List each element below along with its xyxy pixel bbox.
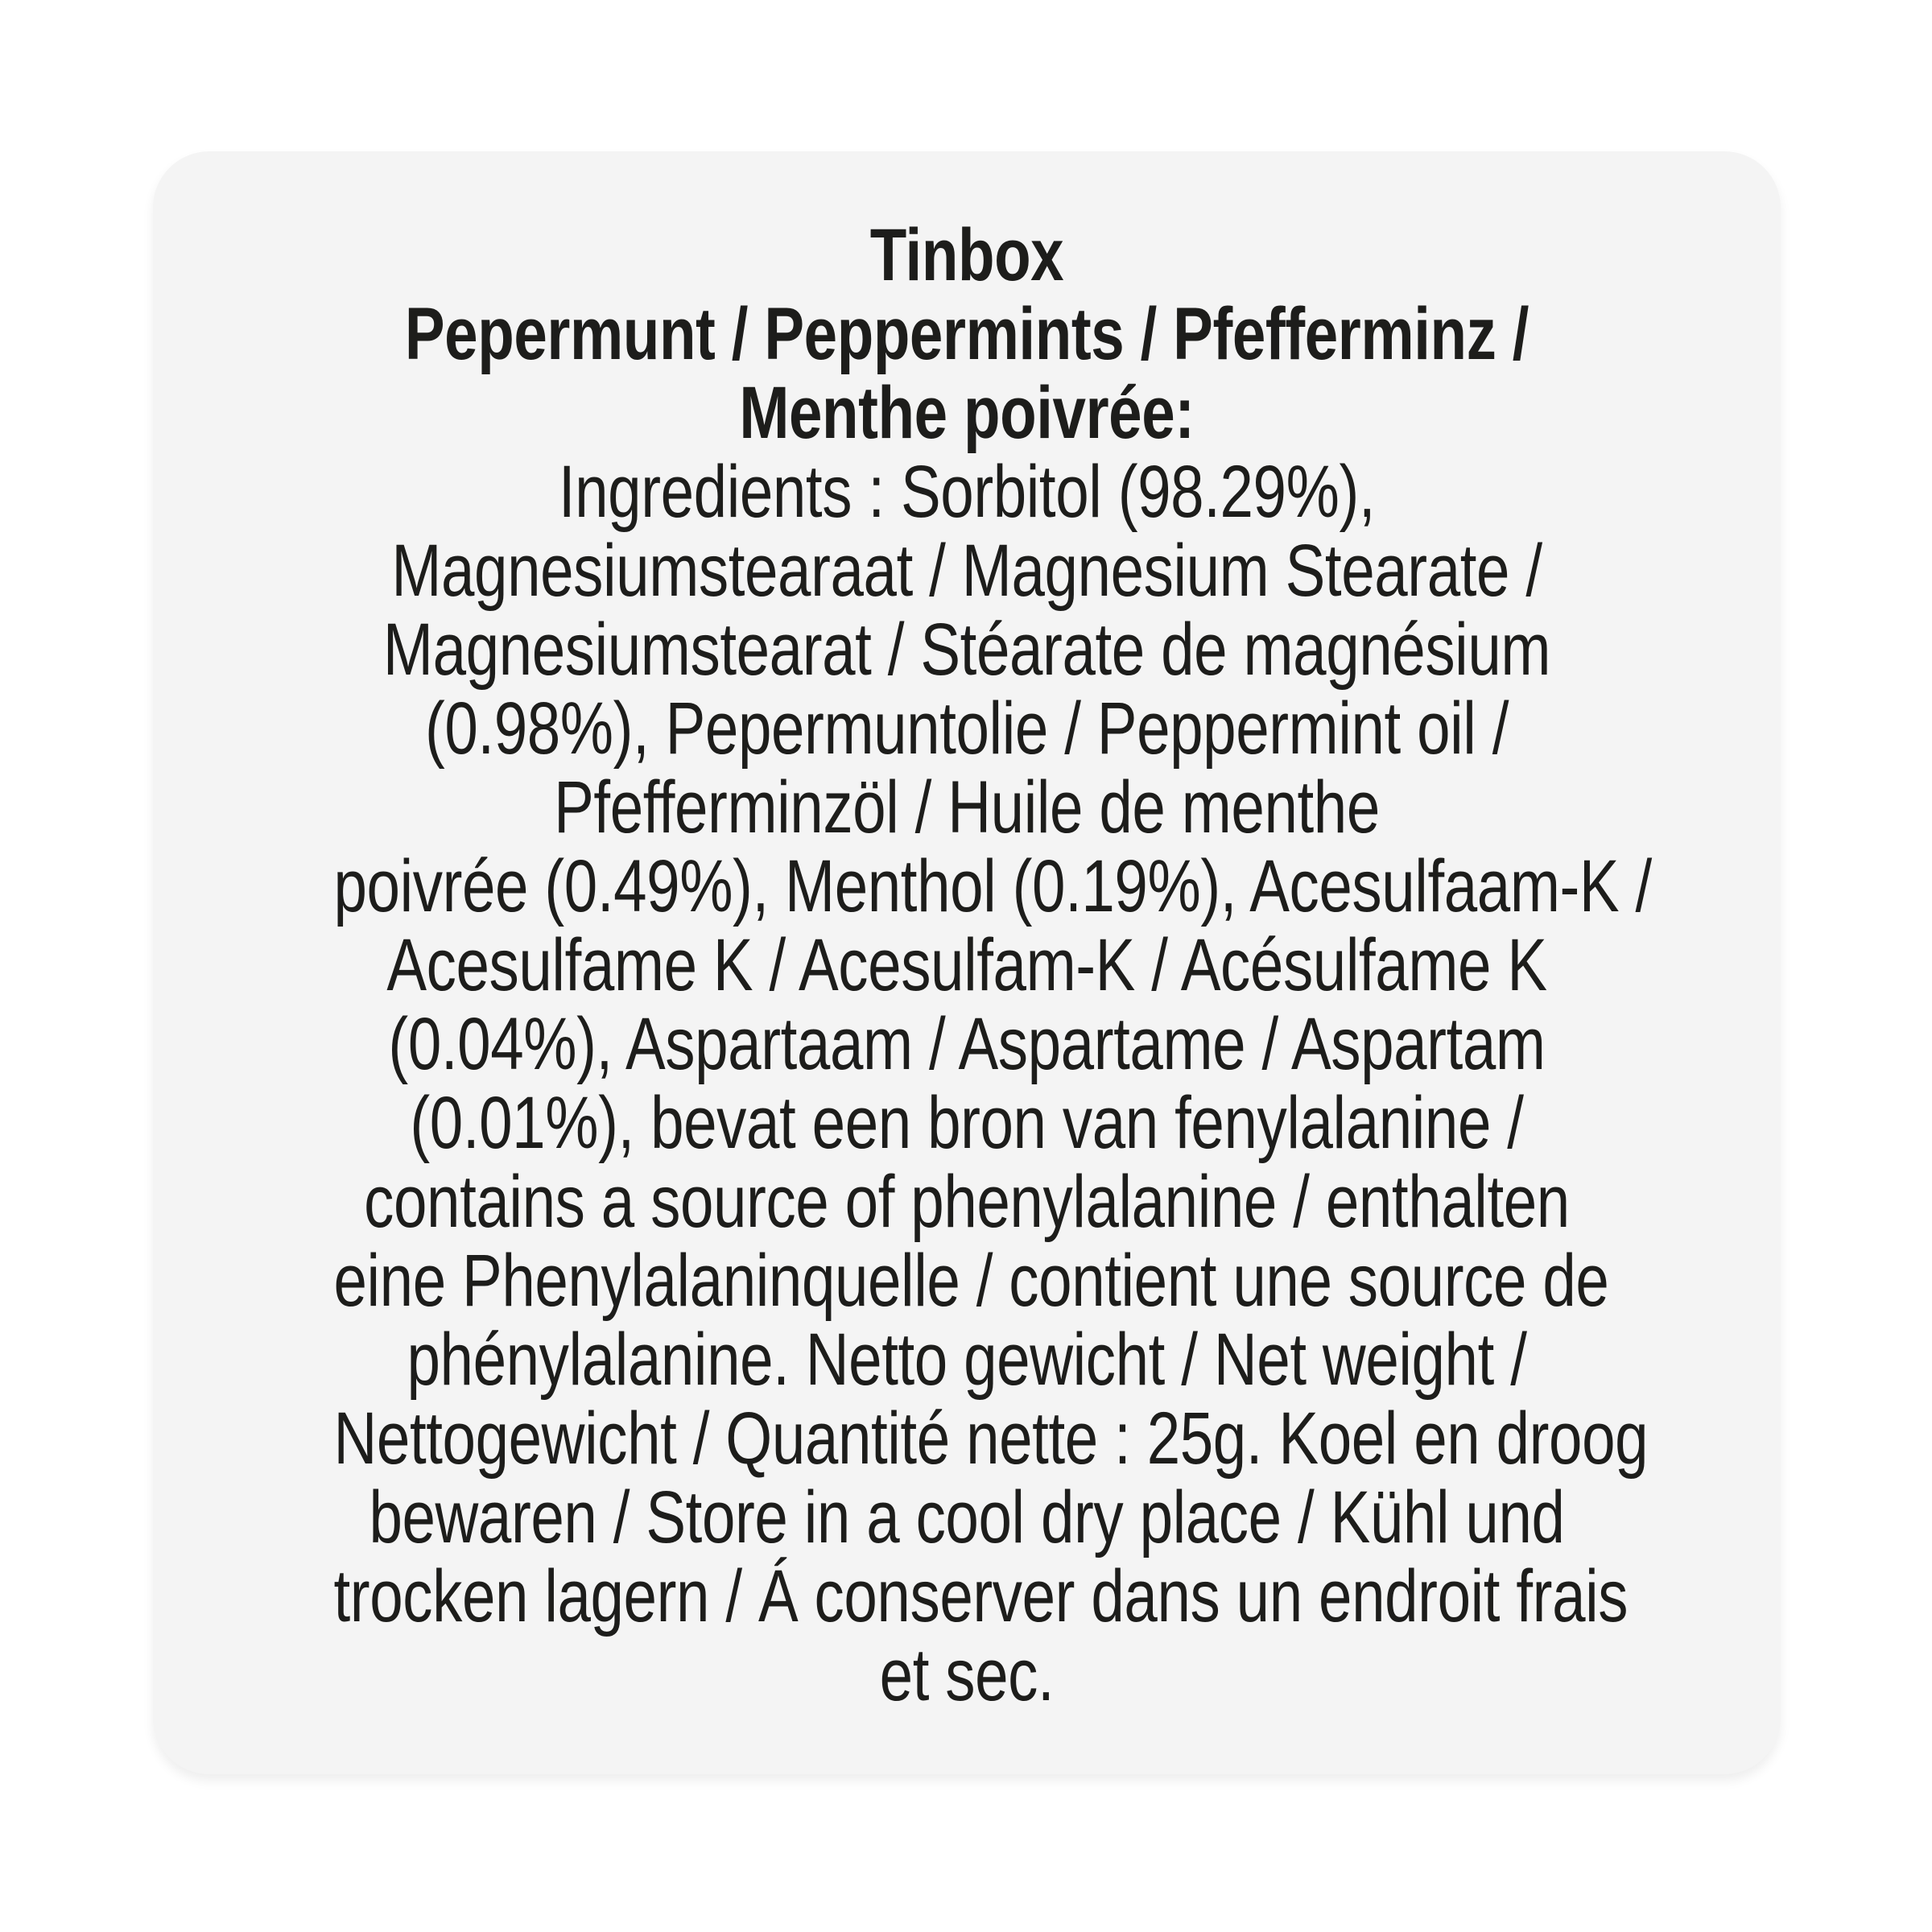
label-title-line: Pepermunt / Peppermints / Pfefferminz / [404, 293, 1530, 375]
label-storage-line: bewaren / Store in a cool dry place / Kühl und [369, 1476, 1565, 1558]
label-title-line: Menthe poivrée: [739, 372, 1195, 454]
label-ingredients-line: poivrée (0.49%), Menthol (0.19%), Acesulfaam-K / [333, 845, 1652, 927]
product-label-card [153, 151, 1781, 1774]
label-weight-line: phénylalanine. Netto gewicht / Net weight / [407, 1319, 1527, 1401]
label-ingredients-line: Pfefferminzöl / Huile de menthe [554, 766, 1380, 848]
label-allergen-line: contains a source of phenylalanine / enthalten [364, 1161, 1570, 1243]
label-allergen-line: eine Phenylalaninquelle / contient une source de [333, 1240, 1609, 1322]
label-storage-line: et sec. [879, 1634, 1055, 1716]
label-text-block [185, 216, 1748, 1715]
label-ingredients-line: Acesulfame K / Acesulfam-K / Acésulfame K [386, 924, 1547, 1006]
label-ingredients-line: (0.01%), bevat een bron van fenylalanine / [410, 1082, 1524, 1164]
label-title-line: Tinbox [869, 214, 1064, 296]
label-ingredients-line: Ingredients : Sorbitol (98.29%), [558, 451, 1376, 533]
label-ingredients-line: (0.04%), Aspartaam / Aspartame / Aspartam [388, 1003, 1546, 1085]
label-ingredients-line: Magnesiumstearaat / Magnesium Stearate / [391, 530, 1542, 612]
label-weight-line: Nettogewicht / Quantité nette : 25g. Koel en droog [333, 1397, 1649, 1480]
label-ingredients-line: (0.98%), Pepermuntolie / Peppermint oil / [424, 687, 1509, 770]
label-storage-line: trocken lagern / Á conserver dans un endroit frais [333, 1555, 1629, 1637]
label-ingredients-line: Magnesiumstearat / Stéarate de magnésium [382, 609, 1551, 691]
